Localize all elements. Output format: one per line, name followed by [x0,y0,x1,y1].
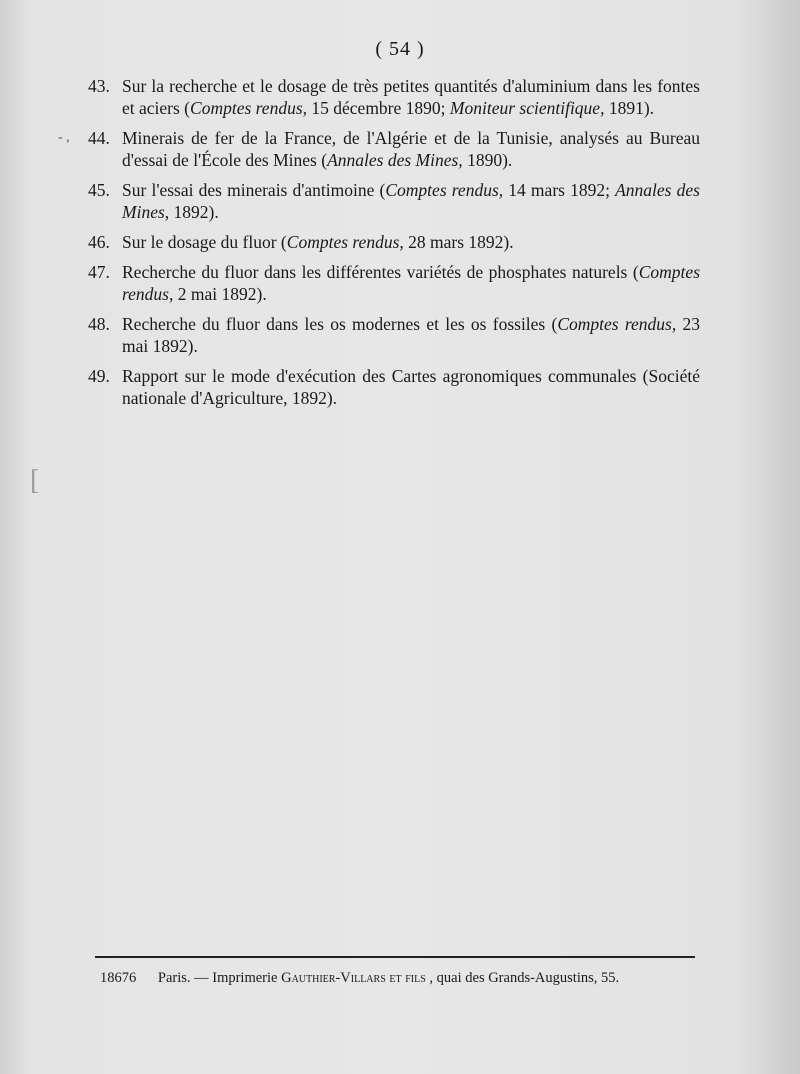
bibliography-entry [88,231,700,253]
entry-number: 44. [88,128,110,148]
entry-text [122,365,700,409]
bibliography-entry [88,179,700,223]
entry-text-segment: 2 mai 1892). [173,284,267,304]
page-number: ( 54 ) [375,38,425,60]
entry-text-segment: 28 mars 1892). [403,232,514,252]
entry-text-segment: 15 décembre 1890; [307,98,450,118]
entry-text-segment: 1892). [169,202,219,222]
entry-text [122,231,700,253]
entry-citation-italic: Comptes rendus, [557,314,677,334]
bibliography-entry [88,313,700,357]
entry-number: 48. [88,314,110,334]
entry-text [122,313,700,357]
entry-text-segment: 23 mai 1892). [122,314,700,356]
entry-text-segment: Minerais de fer de la France, de l'Algérie et de la Tunisie, analysés au Bureau d'essai de l'École des Mines ( [122,128,700,170]
entry-citation-italic: Comptes rendus, [385,180,504,200]
printer-imprint [100,970,720,987]
print-job-number: 18676 [100,970,137,986]
entry-text [122,261,700,305]
entry-text-segment: Sur le dosage du fluor ( [122,232,287,252]
entry-citation-italic: Comptes rendus, [190,98,308,118]
entry-text-segment: 14 mars 1892; [503,180,616,200]
entry-text-segment: Recherche du fluor dans les os modernes et les os fossiles ( [122,314,558,334]
imprint-text-a: Paris. — Imprimerie [157,970,282,986]
entry-text-segment: 1891). [604,98,655,118]
bibliography-entry [88,261,700,305]
entry-text-segment: 1890). [462,150,513,170]
show-through-texture [95,430,715,950]
bibliography-entry [88,127,700,171]
entry-citation-italic: Comptes rendus, [286,232,404,252]
bibliography-entry [88,365,700,409]
entry-text [122,75,700,119]
entry-text-segment: Recherche du fluor dans les différentes variétés de phosphates naturels ( [122,262,639,282]
entry-text-segment: Rapport sur le mode d'exécution des Cartes agronomiques communales (Société nationale d'Agriculture, 1892). [122,366,700,408]
entry-number: 43. [88,76,110,96]
entry-text-segment: Sur l'essai des minerais d'antimoine ( [122,180,386,200]
bibliography-list [88,75,700,417]
imprint-text-b: , quai des Grands-Augustins, 55. [429,970,620,986]
margin-bracket-mark: [ [30,465,40,496]
entry-number: 45. [88,180,110,200]
entry-number: 49. [88,366,110,386]
entry-text [122,127,700,171]
entry-citation-italic: Annales des Mines, [122,180,700,222]
imprint-publisher: Gauthier-Villars et fils [281,970,426,986]
entry-text [122,179,700,223]
entry-citation-italic: Annales des Mines, [327,150,463,170]
entry-number: 46. [88,232,110,252]
entry-text-segment: Sur la recherche et le dosage de très petites quantités d'aluminium dans les fontes et aciers ( [122,76,700,118]
footer-rule [95,956,695,958]
bibliography-entry [88,75,700,119]
stray-mark: - , [58,130,70,145]
entry-citation-italic: Comptes rendus, [122,262,700,304]
entry-citation-italic: Moniteur scientifique, [449,98,605,118]
entry-number: 47. [88,262,110,282]
